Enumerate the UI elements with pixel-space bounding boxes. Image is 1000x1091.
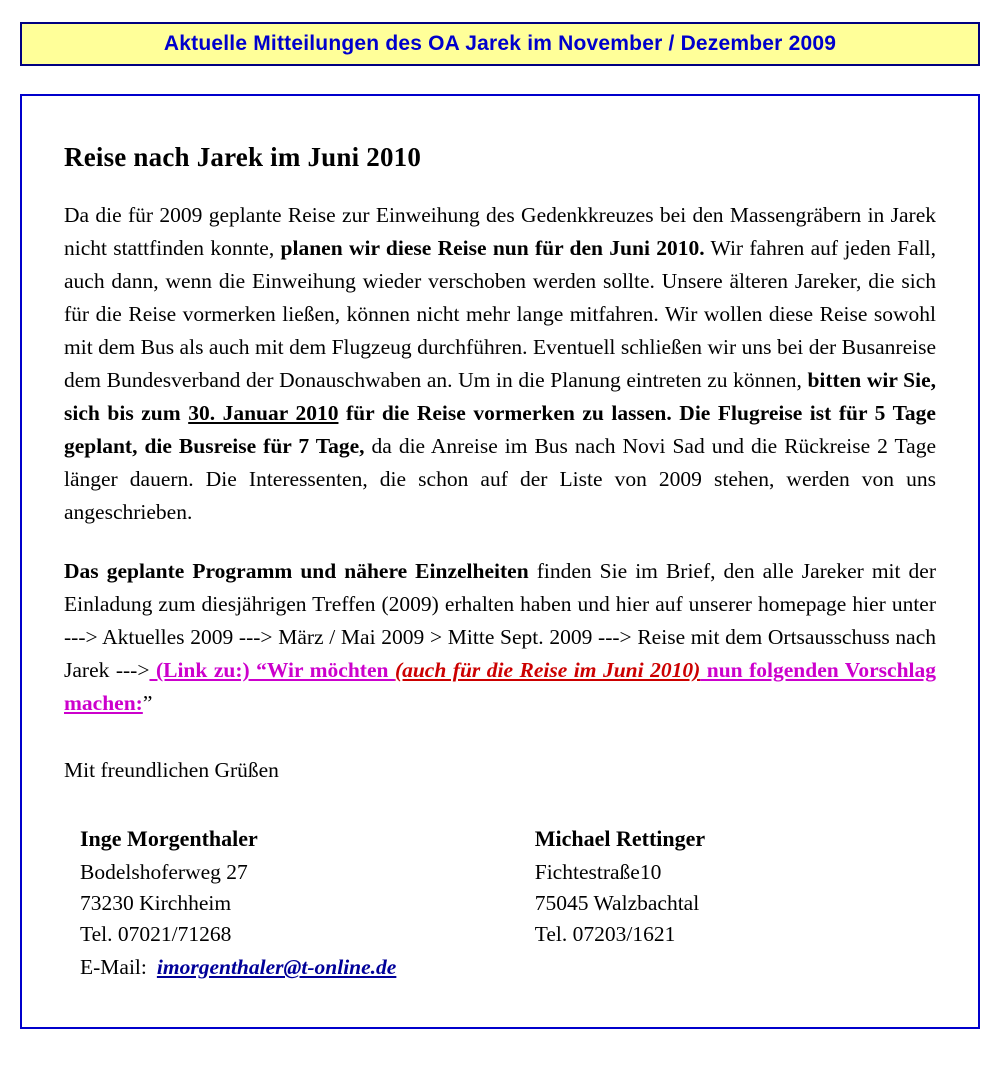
signature-city: 75045 Walzbachtal [534, 891, 700, 915]
signature-name: Michael Rettinger [534, 826, 706, 851]
link-vorschlag-part3[interactable]: nun folgenden Vorschlag machen: [64, 658, 936, 715]
signature-michael-rettinger [535, 823, 936, 983]
par1-text-3: da die Anreise im Bus nach Novi Sad und die Rückreise 2 Tage länger dauern. Die Interessenten, die schon auf der Liste von 2009 stehen, werden von uns angeschrieben. [64, 434, 936, 524]
closing-greeting: Mit freundlichen Grüßen [64, 758, 279, 782]
par1-bold-2: bitten wir Sie, sich bis zum [64, 368, 936, 425]
signature-name: Inge Morgenthaler [80, 826, 258, 851]
signature-phone: Tel. 07021/71268 [80, 922, 232, 946]
par1-bold-1: planen wir diese Reise nun für den Juni 2010. [280, 236, 705, 260]
signature-city: 73230 Kirchheim [80, 891, 232, 915]
signature-email-row [80, 952, 535, 983]
signature-inge-morgenthaler [64, 823, 535, 983]
signature-street: Fichtestraße10 [534, 860, 662, 884]
banner-title: Aktuelle Mitteilungen des OA Jarek im November / Dezember 2009 [163, 32, 837, 55]
paragraph-program-details [64, 555, 936, 720]
email-link[interactable]: imorgenthaler@t-online.de [156, 955, 397, 979]
signature-phone: Tel. 07203/1621 [534, 922, 676, 946]
par2-text-1: finden Sie im Brief, den alle Jareker mit der Einladung zum diesjährigen Treffen (2009) erhalten haben und hier auf unserer homepage hier unter ---> Aktuelles 2009 ---> März / Mai 2009 > Mitte Sept. 2009 ---> Reise mit dem Ortsausschuss nach Jarek ---> [64, 559, 936, 682]
par2-text-2: ” [142, 691, 153, 715]
page [0, 22, 1000, 1091]
email-label: E-Mail: [80, 955, 147, 979]
document-content-box [20, 94, 980, 1029]
link-vorschlag-part2[interactable]: (auch für die Reise im Juni 2010) [394, 658, 701, 682]
signature-street: Bodelshoferweg 27 [80, 860, 248, 884]
page-banner [20, 22, 980, 66]
par1-bold-3: für die Reise vormerken zu lassen. Die Flugreise ist für 5 Tage geplant, die Busreise für 7 Tage, [64, 401, 936, 458]
link-vorschlag-part1[interactable]: (Link zu:) “Wir möchten [149, 658, 395, 682]
paragraph-travel-plan [64, 199, 936, 529]
par1-deadline-date: 30. Januar 2010 [188, 401, 339, 425]
page-title: Reise nach Jarek im Juni 2010 [64, 142, 422, 172]
par1-text-1: Da die für 2009 geplante Reise zur Einweihung des Gedenkkreuzes bei den Massengräbern in Jarek nicht stattfinden konnte, [64, 203, 936, 260]
par1-text-2: Wir fahren auf jeden Fall, auch dann, wenn die Einweihung wieder verschoben werden sollte. Unsere älteren Jareker, die sich für die Reise vormerken ließen, können nicht mehr lange mitfahren. Wir wollen diese Reise sowohl mit dem Bus als auch mit dem Flugzeug durchführen. Eventuell schließen wir uns bei der Busanreise dem Bundesverband der Donauschwaben an. Um in die Planung eintreten zu können, [64, 236, 936, 392]
par2-bold-1: Das geplante Programm und nähere Einzelheiten [64, 559, 529, 583]
signature-block [64, 823, 936, 983]
